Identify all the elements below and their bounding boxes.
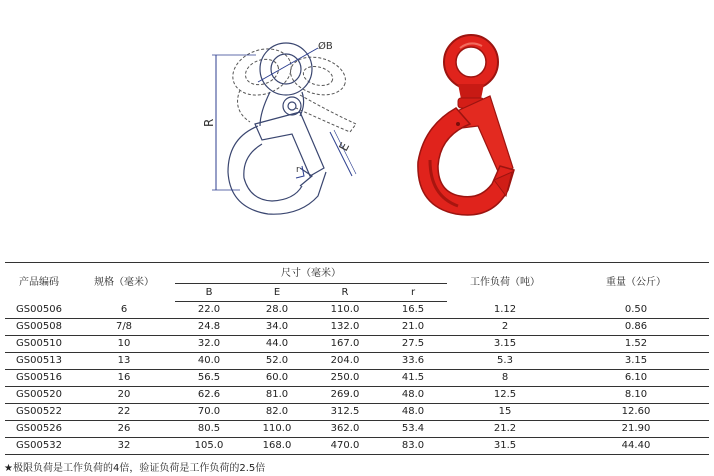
table-row [5,336,709,353]
cell-dim-r: 132.0 [311,319,379,336]
dimension-label-e: E [336,140,353,154]
cell-dim-small-r: 41.5 [379,370,447,387]
table-row [5,404,709,421]
cell-dim-b: 22.0 [175,302,243,319]
cell-dim-e: 168.0 [243,438,311,455]
cell-dim-e: 28.0 [243,302,311,319]
cell-wll: 2 [447,319,563,336]
red-hook-photo [418,35,514,215]
cell-product-code: GS00506 [5,302,73,319]
cell-dim-small-r: 48.0 [379,387,447,404]
cell-dim-e: 44.0 [243,336,311,353]
cell-dim-small-r: 48.0 [379,404,447,421]
dimension-label-small-r: r [296,165,300,175]
header-dim-b: B [175,284,243,302]
cell-dim-r: 269.0 [311,387,379,404]
cell-spec: 22 [73,404,175,421]
table-row [5,319,709,336]
cell-spec: 6 [73,302,175,319]
cell-spec: 10 [73,336,175,353]
cell-wll: 31.5 [447,438,563,455]
cell-dim-e: 81.0 [243,387,311,404]
cell-dim-b: 40.0 [175,353,243,370]
header-dim-r: R [311,284,379,302]
cell-spec: 16 [73,370,175,387]
cell-product-code: GS00510 [5,336,73,353]
header-dim-e: E [243,284,311,302]
header-wll: 工作负荷（吨） [470,277,540,289]
cell-dim-r: 204.0 [311,353,379,370]
cell-wll: 21.2 [447,421,563,438]
header-weight: 重量（公斤） [606,277,666,289]
table-row [5,353,709,370]
cell-dim-r: 167.0 [311,336,379,353]
cell-spec: 20 [73,387,175,404]
cell-dim-b: 70.0 [175,404,243,421]
cell-dim-b: 105.0 [175,438,243,455]
cell-weight: 8.10 [563,387,709,404]
cell-product-code: GS00508 [5,319,73,336]
dimension-label-r: R [202,118,216,127]
cell-wll: 1.12 [447,302,563,319]
cell-dim-small-r: 27.5 [379,336,447,353]
dimension-label-b: ØB [318,41,333,52]
header-dim-small-r: r [379,284,447,302]
cell-weight: 3.15 [563,353,709,370]
table-row [5,302,709,319]
footnote: ★极限负荷是工作负荷的4倍，验证负荷是工作负荷的2.5倍 [4,463,266,474]
cell-dim-small-r: 33.6 [379,353,447,370]
cell-weight: 1.52 [563,336,709,353]
cell-dim-r: 312.5 [311,404,379,421]
cell-dim-r: 362.0 [311,421,379,438]
cell-dim-b: 24.8 [175,319,243,336]
cell-product-code: GS00513 [5,353,73,370]
cell-dim-e: 82.0 [243,404,311,421]
spec-table [5,262,709,455]
cell-wll: 15 [447,404,563,421]
cell-dim-e: 110.0 [243,421,311,438]
cell-wll: 12.5 [447,387,563,404]
cell-dim-b: 56.5 [175,370,243,387]
table-row [5,387,709,404]
cell-dim-small-r: 83.0 [379,438,447,455]
cell-dim-small-r: 16.5 [379,302,447,319]
cell-dim-b: 80.5 [175,421,243,438]
cell-weight: 0.86 [563,319,709,336]
cell-weight: 21.90 [563,421,709,438]
cell-weight: 0.50 [563,302,709,319]
cell-dim-e: 34.0 [243,319,311,336]
hook-technical-drawing [212,41,356,214]
header-product-code: 产品编码 [19,277,59,289]
cell-spec: 13 [73,353,175,370]
cell-wll: 8 [447,370,563,387]
cell-dim-r: 470.0 [311,438,379,455]
cell-dim-small-r: 21.0 [379,319,447,336]
cell-product-code: GS00522 [5,404,73,421]
header-dimension-group: 尺寸（毫米） [175,265,447,284]
cell-dim-small-r: 53.4 [379,421,447,438]
cell-dim-b: 62.6 [175,387,243,404]
cell-dim-r: 250.0 [311,370,379,387]
cell-weight: 44.40 [563,438,709,455]
header-spec: 规格（毫米） [94,277,154,289]
cell-spec: 26 [73,421,175,438]
cell-weight: 12.60 [563,404,709,421]
cell-dim-e: 52.0 [243,353,311,370]
cell-wll: 5.3 [447,353,563,370]
table-row [5,438,709,455]
table-row [5,370,709,387]
cell-dim-e: 60.0 [243,370,311,387]
cell-product-code: GS00532 [5,438,73,455]
cell-product-code: GS00520 [5,387,73,404]
cell-spec: 7/8 [73,319,175,336]
cell-product-code: GS00526 [5,421,73,438]
table-row [5,421,709,438]
cell-wll: 3.15 [447,336,563,353]
cell-product-code: GS00516 [5,370,73,387]
cell-dim-r: 110.0 [311,302,379,319]
cell-dim-b: 32.0 [175,336,243,353]
cell-spec: 32 [73,438,175,455]
cell-weight: 6.10 [563,370,709,387]
